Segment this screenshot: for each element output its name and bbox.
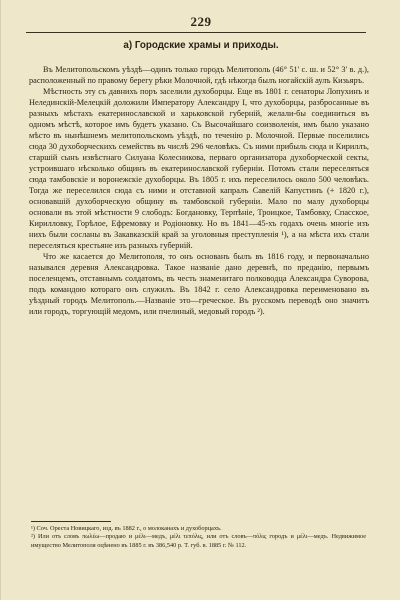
- footnotes: [31, 525, 366, 550]
- header-rule: [26, 32, 366, 33]
- body-text: [29, 64, 369, 317]
- footnote: ²) Или отъ словъ πωλέω—продаю и μέλι—медъ, μέλι τεπόλις, или отъ словъ—πόλις городъ и μέλι—медъ. Недвижимое имущество Мелитополя оцѣнено въ 1885 г. въ 386,540 р. Т. губ. в. 1885 г. № 112.: [31, 533, 366, 549]
- section-heading: а) Городские храмы и приходы.: [123, 40, 279, 51]
- footnote: ¹) Соч. Ореста Новицкаго, изд. въ 1882 г., о молоканахъ и духоборцахъ.: [31, 525, 222, 532]
- paragraph: Въ Мелитопольскомъ уѣздѣ—одинъ только городъ Мелитополь (46° 51' с. ш. и 52° 3' в. д.), расположенный по правому берегу рѣки Молочной, гдѣ нѣкогда былъ ногайскій аулъ Кизьяръ.: [29, 65, 369, 86]
- footnote-rule: [31, 521, 111, 522]
- paragraph: Мѣстность эту съ давнихъ поръ заселили духоборцы. Еще въ 1801 г. сенаторы Лопухинъ и Нелединскій-Мелецкій доложили Императору Александру I, что духоборцы, разбросанные въ разныхъ мѣстахъ екатеринославской и харьковской губерній, желали-бы соединиться въ одномъ мѣстѣ, которое имъ будетъ указано. Съ Высочайшаго соизволенія, имъ было указано мѣсто въ нынѣшнемъ мелитопольскомъ уѣздѣ, по теченію р. Молочной. Первые поселились сюда 30 духоборческихъ семействъ въ числѣ 296 человѣкъ. Съ ними прибыль сюда и Кириллъ, старшій сынъ извѣстнаго Силуана Колесникова, перваго организатора духоборческой секты, устроившаго нѣсколько общинъ въ екатеринославской губерніи. Потомъ стали переселяться сюда тамбовскіе и воронежскіе духоборцы. Въ 1805 г. ихъ переселилось около 500 человѣкъ. Тогда же переселился сюда съ ними и отставной капралъ Савелій Капустинъ (+ 1820 г.), основавшій духоборческую общину въ тамбовской губерніи. Мало по малу духоборцы основали въ этой мѣстности 9 слободъ: Богдановку, Терпѣніе, Троицкое, Тамбовку, Спасское, Кирилловку, Горѣлое, Ефремовку и Родіоновку. Но въ 1841—45-хъ годахъ очень многіе изъ нихъ были сосланы въ Закавказскій край за уголовныя преступленія ¹), а на мѣста ихъ стали переселяться крестьяне изъ разныхъ губерній.: [29, 87, 369, 251]
- page-number: 229: [190, 14, 212, 29]
- paragraph: Что же касается до Мелитополя, то онъ основанъ былъ въ 1816 году, и первоначально назывался деревня Александровка. Такое названіе дано деревнѣ, по преданію, первымъ поселенцемъ, отставнымъ солдатомъ, въ честь знаменитаго полководца Александра Суворова, подъ командою котораго онъ служилъ. Въ 1842 г. село Александровка переименовано въ уѣздный городъ Мелитополь.—Названіе это—греческое. Въ русскомъ переводѣ оно значитъ или городъ, торгующій медомъ, или пчелиный, медовый городъ ²).: [29, 252, 369, 317]
